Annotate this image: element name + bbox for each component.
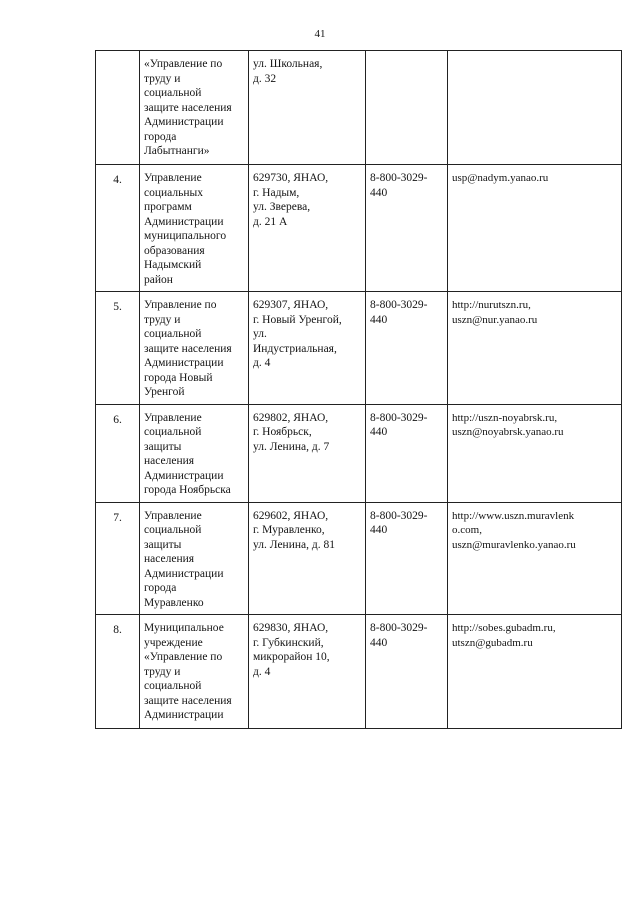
- website-email: http://sobes.gubadm.ru, utszn@gubadm.ru: [448, 615, 622, 729]
- organization-name: Муниципальное учреждение «Управление по труду и социальной защите населения Администрации: [140, 615, 249, 729]
- address: ул. Школьная, д. 32: [249, 51, 366, 165]
- phone: 8-800-3029- 440: [366, 292, 448, 405]
- organization-name: «Управление по труду и социальной защите населения Администрации города Лабытнанги»: [140, 51, 249, 165]
- website-email: http://nurutszn.ru, uszn@nur.yanao.ru: [448, 292, 622, 405]
- table-row: [96, 404, 622, 502]
- organization-name: Управление социальной защиты населения Администрации города Ноябрьска: [140, 404, 249, 502]
- table-row: [96, 165, 622, 292]
- table-row: [96, 615, 622, 729]
- website-email: usp@nadym.yanao.ru: [448, 165, 622, 292]
- row-number: 7.: [96, 502, 140, 615]
- website-email: http://www.uszn.muravlenk o.com, uszn@muravlenko.yanao.ru: [448, 502, 622, 615]
- table-row: [96, 51, 622, 165]
- institutions-table: [95, 50, 622, 729]
- row-number: 6.: [96, 404, 140, 502]
- organization-name: Управление по труду и социальной защите населения Администрации города Новый Уренгой: [140, 292, 249, 405]
- table-row: [96, 502, 622, 615]
- phone: [366, 51, 448, 165]
- row-number: [96, 51, 140, 165]
- address: 629802, ЯНАО, г. Ноябрьск, ул. Ленина, д. 7: [249, 404, 366, 502]
- table-row: [96, 292, 622, 405]
- address: 629602, ЯНАО, г. Муравленко, ул. Ленина, д. 81: [249, 502, 366, 615]
- phone: 8-800-3029- 440: [366, 615, 448, 729]
- organization-name: Управление социальных программ Администрации муниципального образования Надымский район: [140, 165, 249, 292]
- row-number: 4.: [96, 165, 140, 292]
- website-email: [448, 51, 622, 165]
- address: 629730, ЯНАО, г. Надым, ул. Зверева, д. 21 А: [249, 165, 366, 292]
- page-number: 41: [314, 28, 326, 40]
- phone: 8-800-3029- 440: [366, 502, 448, 615]
- address: 629830, ЯНАО, г. Губкинский, микрорайон 10, д. 4: [249, 615, 366, 729]
- address: 629307, ЯНАО, г. Новый Уренгой, ул. Индустриальная, д. 4: [249, 292, 366, 405]
- phone: 8-800-3029- 440: [366, 404, 448, 502]
- row-number: 5.: [96, 292, 140, 405]
- organization-name: Управление социальной защиты населения Администрации города Муравленко: [140, 502, 249, 615]
- website-email: http://uszn-noyabrsk.ru, uszn@noyabrsk.yanao.ru: [448, 404, 622, 502]
- phone: 8-800-3029- 440: [366, 165, 448, 292]
- row-number: 8.: [96, 615, 140, 729]
